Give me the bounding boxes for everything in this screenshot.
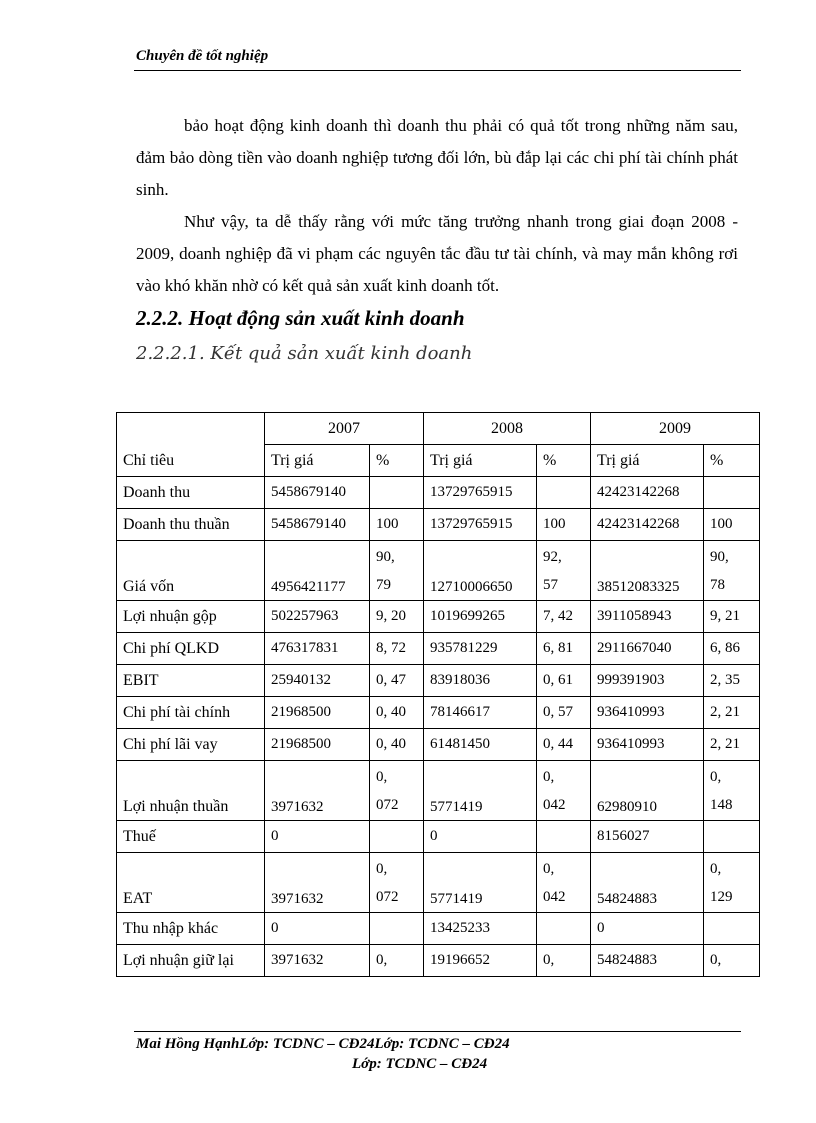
row-label: Lợi nhuận gộp [117,601,265,633]
percent-part-1: 0, [376,861,388,877]
percent-part-1: 0, [543,861,555,877]
table-row [117,541,760,601]
percent-part-2: 79 [376,577,391,593]
value-cell: 0 [591,913,704,945]
percent-part-2: 042 [543,797,566,813]
table-header-row [117,413,760,445]
value-cell: 0 [265,913,370,945]
page-header-title: Chuyên đề tốt nghiệp [136,48,269,64]
paragraph: bảo hoạt động kinh doanh thì doanh thu phải có quả tốt trong những năm sau, đảm bảo dòng tiền vào doanh nghiệp tương đối lớn, bù đắp lại các chi phí tài chính phát sinh. [136,116,738,199]
percent-part-2: 042 [543,889,566,905]
percent-cell: 6, 86 [704,633,760,665]
table-row [117,665,760,697]
value-cell: 3971632 [265,853,370,913]
value-cell: 38512083325 [591,541,704,601]
value-cell: 935781229 [424,633,537,665]
percent-cell [370,541,424,601]
percent-cell [704,761,760,821]
table-row [117,509,760,541]
row-label: Giá vốn [117,541,265,601]
table-body [117,477,760,977]
percent-cell [370,913,424,945]
value-cell: 78146617 [424,697,537,729]
row-header-cell: Chỉ tiêu [117,413,265,477]
value-cell: 5458679140 [265,477,370,509]
value-cell: 13729765915 [424,477,537,509]
percent-part-2: 78 [710,577,725,593]
paragraph: Như vậy, ta dễ thấy rằng với mức tăng trưởng nhanh trong giai đoạn 2008 - 2009, doanh nghiệp đã vi phạm các nguyên tắc đầu tư tài chính, và may mắn không rơi vào khó khăn nhờ có kết quả sản xuất kinh doanh tốt. [136,212,738,295]
header-divider [134,70,741,71]
percent-part-1: 92, [543,549,562,565]
percent-cell [370,821,424,853]
row-label: EBIT [117,665,265,697]
row-label: Chi phí tài chính [117,697,265,729]
value-cell: 4956421177 [265,541,370,601]
percent-cell: 2, 21 [704,697,760,729]
percent-cell: 7, 42 [537,601,591,633]
value-cell: 3971632 [265,945,370,977]
percent-part-1: 0, [710,861,722,877]
percent-cell [704,913,760,945]
value-cell: 61481450 [424,729,537,761]
value-cell: 42423142268 [591,509,704,541]
percent-part-1: 90, [710,549,729,565]
percent-cell: 0, 44 [537,729,591,761]
row-label: Lợi nhuận giữ lại [117,945,265,977]
percent-cell [370,853,424,913]
percent-cell: 0, 47 [370,665,424,697]
value-cell: 54824883 [591,853,704,913]
percent-header: % [704,445,760,477]
percent-cell [537,541,591,601]
table-row [117,913,760,945]
percent-cell [704,477,760,509]
value-header: Trị giá [265,445,370,477]
percent-cell: 0, 57 [537,697,591,729]
percent-cell [537,853,591,913]
percent-part-2: 148 [710,797,733,813]
percent-cell [537,913,591,945]
value-cell: 2911667040 [591,633,704,665]
table-row [117,601,760,633]
value-cell: 1019699265 [424,601,537,633]
value-cell: 13729765915 [424,509,537,541]
table-row [117,477,760,509]
percent-cell: 100 [537,509,591,541]
table-row [117,633,760,665]
section-title: 2.2.2. Hoạt động sản xuất kinh doanh [136,306,465,330]
percent-part-2: 57 [543,577,558,593]
value-cell: 42423142268 [591,477,704,509]
value-cell: 5771419 [424,853,537,913]
value-cell: 54824883 [591,945,704,977]
value-cell: 21968500 [265,697,370,729]
percent-cell: 100 [704,509,760,541]
percent-cell [370,761,424,821]
value-cell: 999391903 [591,665,704,697]
percent-cell: 2, 21 [704,729,760,761]
percent-cell [704,853,760,913]
table-row [117,853,760,913]
percent-cell [370,477,424,509]
percent-part-2: 129 [710,889,733,905]
percent-cell [537,761,591,821]
value-cell: 19196652 [424,945,537,977]
percent-part-1: 0, [543,769,555,785]
percent-cell: 8, 72 [370,633,424,665]
value-cell: 0 [424,821,537,853]
percent-cell: 0, 40 [370,697,424,729]
percent-cell [537,821,591,853]
value-cell: 936410993 [591,729,704,761]
table-row [117,729,760,761]
value-cell: 62980910 [591,761,704,821]
year-header-2009: 2009 [591,413,760,445]
percent-part-2: 072 [376,889,399,905]
value-cell: 5458679140 [265,509,370,541]
row-label: Chi phí QLKD [117,633,265,665]
percent-header: % [537,445,591,477]
row-label: Thuế [117,821,265,853]
percent-header: % [370,445,424,477]
row-label: Chi phí lãi vay [117,729,265,761]
year-header-2008: 2008 [424,413,591,445]
value-cell: 8156027 [591,821,704,853]
value-cell: 3911058943 [591,601,704,633]
value-header: Trị giá [424,445,537,477]
value-cell: 0 [265,821,370,853]
percent-cell: 0, 40 [370,729,424,761]
subsection-title: 2.2.2.1. Kết quả sản xuất kinh doanh [136,343,473,364]
percent-cell: 0, 61 [537,665,591,697]
percent-cell: 9, 20 [370,601,424,633]
percent-cell: 9, 21 [704,601,760,633]
row-label: Doanh thu [117,477,265,509]
percent-part-1: 0, [710,769,722,785]
percent-cell: 0, [704,945,760,977]
value-cell: 502257963 [265,601,370,633]
percent-cell: 6, 81 [537,633,591,665]
table-row [117,697,760,729]
table-row [117,821,760,853]
value-cell: 5771419 [424,761,537,821]
value-cell: 83918036 [424,665,537,697]
percent-cell: 0, [370,945,424,977]
value-cell: 936410993 [591,697,704,729]
value-cell: 476317831 [265,633,370,665]
percent-part-1: 0, [376,769,388,785]
row-label: Thu nhập khác [117,913,265,945]
row-label: Lợi nhuận thuần [117,761,265,821]
percent-part-2: 072 [376,797,399,813]
value-cell: 12710006650 [424,541,537,601]
value-cell: 13425233 [424,913,537,945]
percent-part-1: 90, [376,549,395,565]
year-header-2007: 2007 [265,413,424,445]
footer-line-1: Mai Hồng HạnhLớp: TCDNC – CĐ24Lớp: TCDNC – CĐ24 [136,1036,510,1052]
value-cell: 21968500 [265,729,370,761]
value-header: Trị giá [591,445,704,477]
percent-cell: 2, 35 [704,665,760,697]
table-row [117,761,760,821]
footer-divider [134,1031,741,1032]
percent-cell [704,541,760,601]
value-cell: 25940132 [265,665,370,697]
row-label: Doanh thu thuần [117,509,265,541]
value-cell: 3971632 [265,761,370,821]
percent-cell [537,477,591,509]
percent-cell: 100 [370,509,424,541]
percent-cell [704,821,760,853]
percent-cell: 0, [537,945,591,977]
table-row [117,945,760,977]
business-results-table [116,412,760,977]
body-text [136,110,738,302]
row-label: EAT [117,853,265,913]
footer-line-2: Lớp: TCDNC – CĐ24 [352,1056,488,1072]
